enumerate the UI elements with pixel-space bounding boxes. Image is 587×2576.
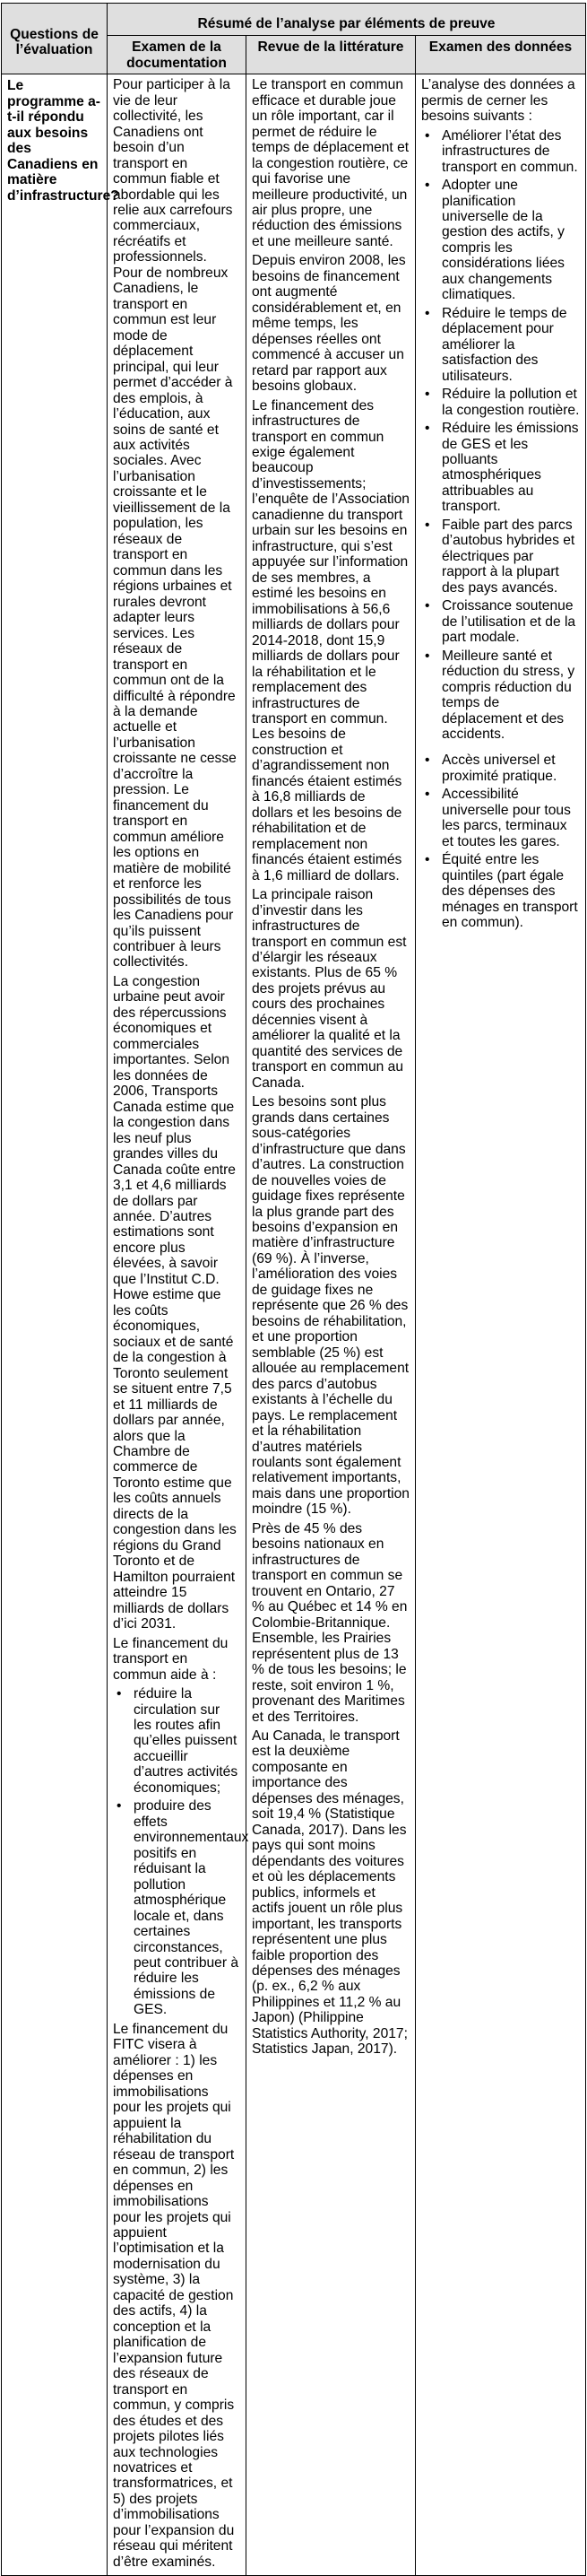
docs-paragraph: Le financement du transport en commun aide à :: [113, 1635, 229, 1683]
header-row-1: [2, 4, 586, 36]
docs-review-cell: [108, 74, 249, 2576]
questions-header: Questions de l’évaluation: [2, 4, 108, 74]
lit-paragraph: Près de 45 % des besoins nationaux en infrastructures de transport en commun se trouvent en Ontario, 27 % au Québec et 14 % en Colombie-Britannique. Ensemble, les Prairies représentent plus de 13 % de tous les besoins; le reste, soit environ 1 %, provenant des Maritimes et des Territoires.: [252, 1520, 408, 1725]
docs-bullet-list: [113, 1686, 249, 2018]
literature-review-header: Revue de la littérature: [246, 36, 416, 74]
docs-review-header: Examen de la documentation: [108, 36, 246, 74]
list-item: • Adopter une planification universelle de la gestion des actifs, y compris les considérations liées aux changements climatiques.: [442, 178, 580, 303]
list-item: • Réduire la pollution et la congestion routière.: [442, 387, 580, 418]
list-item: • réduire la circulation sur les routes afin qu’elles puissent accueillir d’autres activités économiques;: [134, 1686, 240, 1796]
list-item: • Réduire les émissions de GES et les polluants atmosphériques attribuables au transport.: [442, 421, 580, 515]
evidence-summary-table: [1, 3, 586, 2576]
data-intro: L’analyse des données a permis de cerner les besoins suivants :: [421, 77, 575, 125]
evaluation-question: Le programme a-t-il répondu aux besoins des Canadiens en matière d’infrastructure?: [2, 74, 108, 2576]
docs-paragraph: Le financement du FITC visera à améliorer : 1) les dépenses en immobilisations pour les projets qui appuient la réhabilitation du réseau de transport en commun, 2) les dépenses en immobilisations pour les projets qui appuient l’optimisation et la modernisation du système, 3) la capacité de gestion des actifs, 4) la conception et la planification de l’expansion future des réseaux de transport en commun, y compris des études et des projets pilotes liés aux technologies novatrices et transformatrices, et 5) des projets d’immobilisations pour l’expansion du réseau qui méritent d’être examinés.: [113, 2021, 235, 2570]
question-row: [2, 74, 586, 2576]
summary-header: Résumé de l’analyse par éléments de preuve: [108, 4, 586, 36]
evaluation-table-wrapper: [1, 3, 585, 2576]
lit-paragraph: Au Canada, le transport est la deuxième composante en importance des dépenses des ménages, soit 19,4 % (Statistique Canada, 2017). Dans les pays qui sont moins dépendants des voitures et où les déplacements publics, informels et actifs jouent un rôle plus important, les transports représentent une plus faible proportion des dépenses des ménages (p. ex., 6,2 % aux Philippines et 11,2 % au Japon) (Philippine Statistics Authority, 2017; Statistics Japan, 2017).: [252, 1727, 408, 2058]
list-item: • Croissance soutenue de l’utilisation et de la part modale.: [442, 598, 580, 645]
docs-paragraph: Pour participer à la vie de leur collectivité, les Canadiens ont besoin d’un transport en commun fiable et abordable qui les relie aux carrefours commerciaux, récréatifs et professionnels. Pour de nombreux Canadiens, le transport en commun est leur mode de déplacement principal, qui leur permet d’accéder à des emplois, à l’éducation, aux soins de santé et aux activités sociales. Avec l’urbanisation croissante et le vieillissement de la population, les réseaux de transport en commun dans les régions urbaines et rurales devront adapter leurs services. Les réseaux de transport en commun ont de la difficulté à répondre à la demande actuelle et l’urbanisation croissante ne cesse d’accroître la pression. Le financement du transport en commun améliore les options en matière de mobilité et renforce les possibilités de tous les Canadiens pour qu’ils puissent contribuer à leurs collectivités.: [113, 77, 237, 970]
data-review-header: Examen des données: [416, 36, 586, 74]
data-bullet-list-2: [421, 753, 580, 930]
lit-paragraph: Le financement des infrastructures de transport en commun exige également beaucoup d’investissements; l’enquête de l’Association canadienne du transport urbain sur les besoins en infrastructure, qui s’est appuyée sur l’information de ses membres, a estimé les besoins en immobilisations à 56,6 milliards de dollars pour 2014-2018, dont 15,9 milliards de dollars pour la réhabilitation et le remplacement des infrastructures de transport en commun. Les besoins de construction et d’agrandissement non financés étaient estimés à 16,8 milliards de dollars et les besoins de réhabilitation et de remplacement non financés étaient estimés à 1,6 milliard de dollars.: [252, 397, 410, 883]
list-item: • Faible part des parcs d’autobus hybrides et électriques par rapport à la plupart des pays avancés.: [442, 518, 580, 596]
list-item: • Meilleure santé et réduction du stress, y compris réduction du temps de déplacement et des accidents.: [442, 648, 580, 743]
list-item: • Accessibilité universelle pour tous les parcs, terminaux et toutes les gares.: [442, 787, 580, 849]
literature-review-cell: [246, 74, 416, 2576]
list-item: • Réduire le temps de déplacement pour améliorer la satisfaction des utilisateurs.: [442, 306, 580, 384]
list-item: • Accès universel et proximité pratique.: [442, 753, 580, 784]
lit-paragraph: Les besoins sont plus grands dans certaines sous-catégories d’infrastructure que dans d’autres. La construction de nouvelles voies de guidage fixes représente la plus grande part des besoins d’expansion en matière d’infrastructure (69 %). À l’inverse, l’amélioration des voies de guidage fixes ne représente que 26 % des besoins de réhabilitation, et une proportion semblable (25 %) est allouée au remplacement des parcs d’autobus existants à l’échelle du pays. Le remplacement et la réhabilitation d’autres matériels roulants sont également relativement importants, mais dans une proportion moindre (15 %).: [252, 1094, 410, 1518]
lit-paragraph: Depuis environ 2008, les besoins de financement ont augmenté considérablement et, en même temps, les dépenses réelles ont commencé à accuser un retard par rapport aux besoins globaux.: [252, 253, 406, 395]
lit-paragraph: Le transport en commun efficace et durable joue un rôle important, car il permet de réduire le temps de déplacement et la congestion routière, ce qui favorise une meilleure productivité, un air plus propre, une réduction des émissions et une meilleure santé.: [252, 77, 410, 249]
data-bullet-list: [421, 128, 580, 743]
list-item: • Équité entre les quintiles (part égale des dépenses des ménages en transport en commun).: [442, 852, 580, 930]
list-item: • produire des effets environnementaux positifs en réduisant la pollution atmosphérique locale et, dans certaines circonstances, peut contribuer à réduire les émissions de GES.: [134, 1798, 240, 2018]
list-item: • Améliorer l’état des infrastructures de transport en commun.: [442, 128, 580, 175]
data-review-cell: [416, 74, 586, 2576]
docs-paragraph: La congestion urbaine peut avoir des répercussions économiques et commerciales importantes. Selon les données de 2006, Transports Canada estime que la congestion dans les neuf plus grandes villes du Canada coûte entre 3,1 et 4,6 milliards de dollars par année. D’autres estimations sont encore plus élevées, à savoir que l’Institut C.D. Howe estime que les coûts économiques, sociaux et de santé de la congestion à Toronto seulement se situent entre 7,5 et 11 milliards de dollars par année, alors que la Chambre de commerce de Toronto estime que les coûts annuels directs de la congestion dans les régions du Grand Toronto et de Hamilton pourraient atteindre 15 milliards de dollars d’ici 2031.: [113, 973, 237, 1632]
lit-paragraph: La principale raison d’investir dans les infrastructures de transport en commun est d’élargir les réseaux existants. Plus de 65 % des projets prévus au cours des prochaines décennies visent à améliorer la qualité et la quantité des services de transport en commun au Canada.: [252, 887, 407, 1091]
